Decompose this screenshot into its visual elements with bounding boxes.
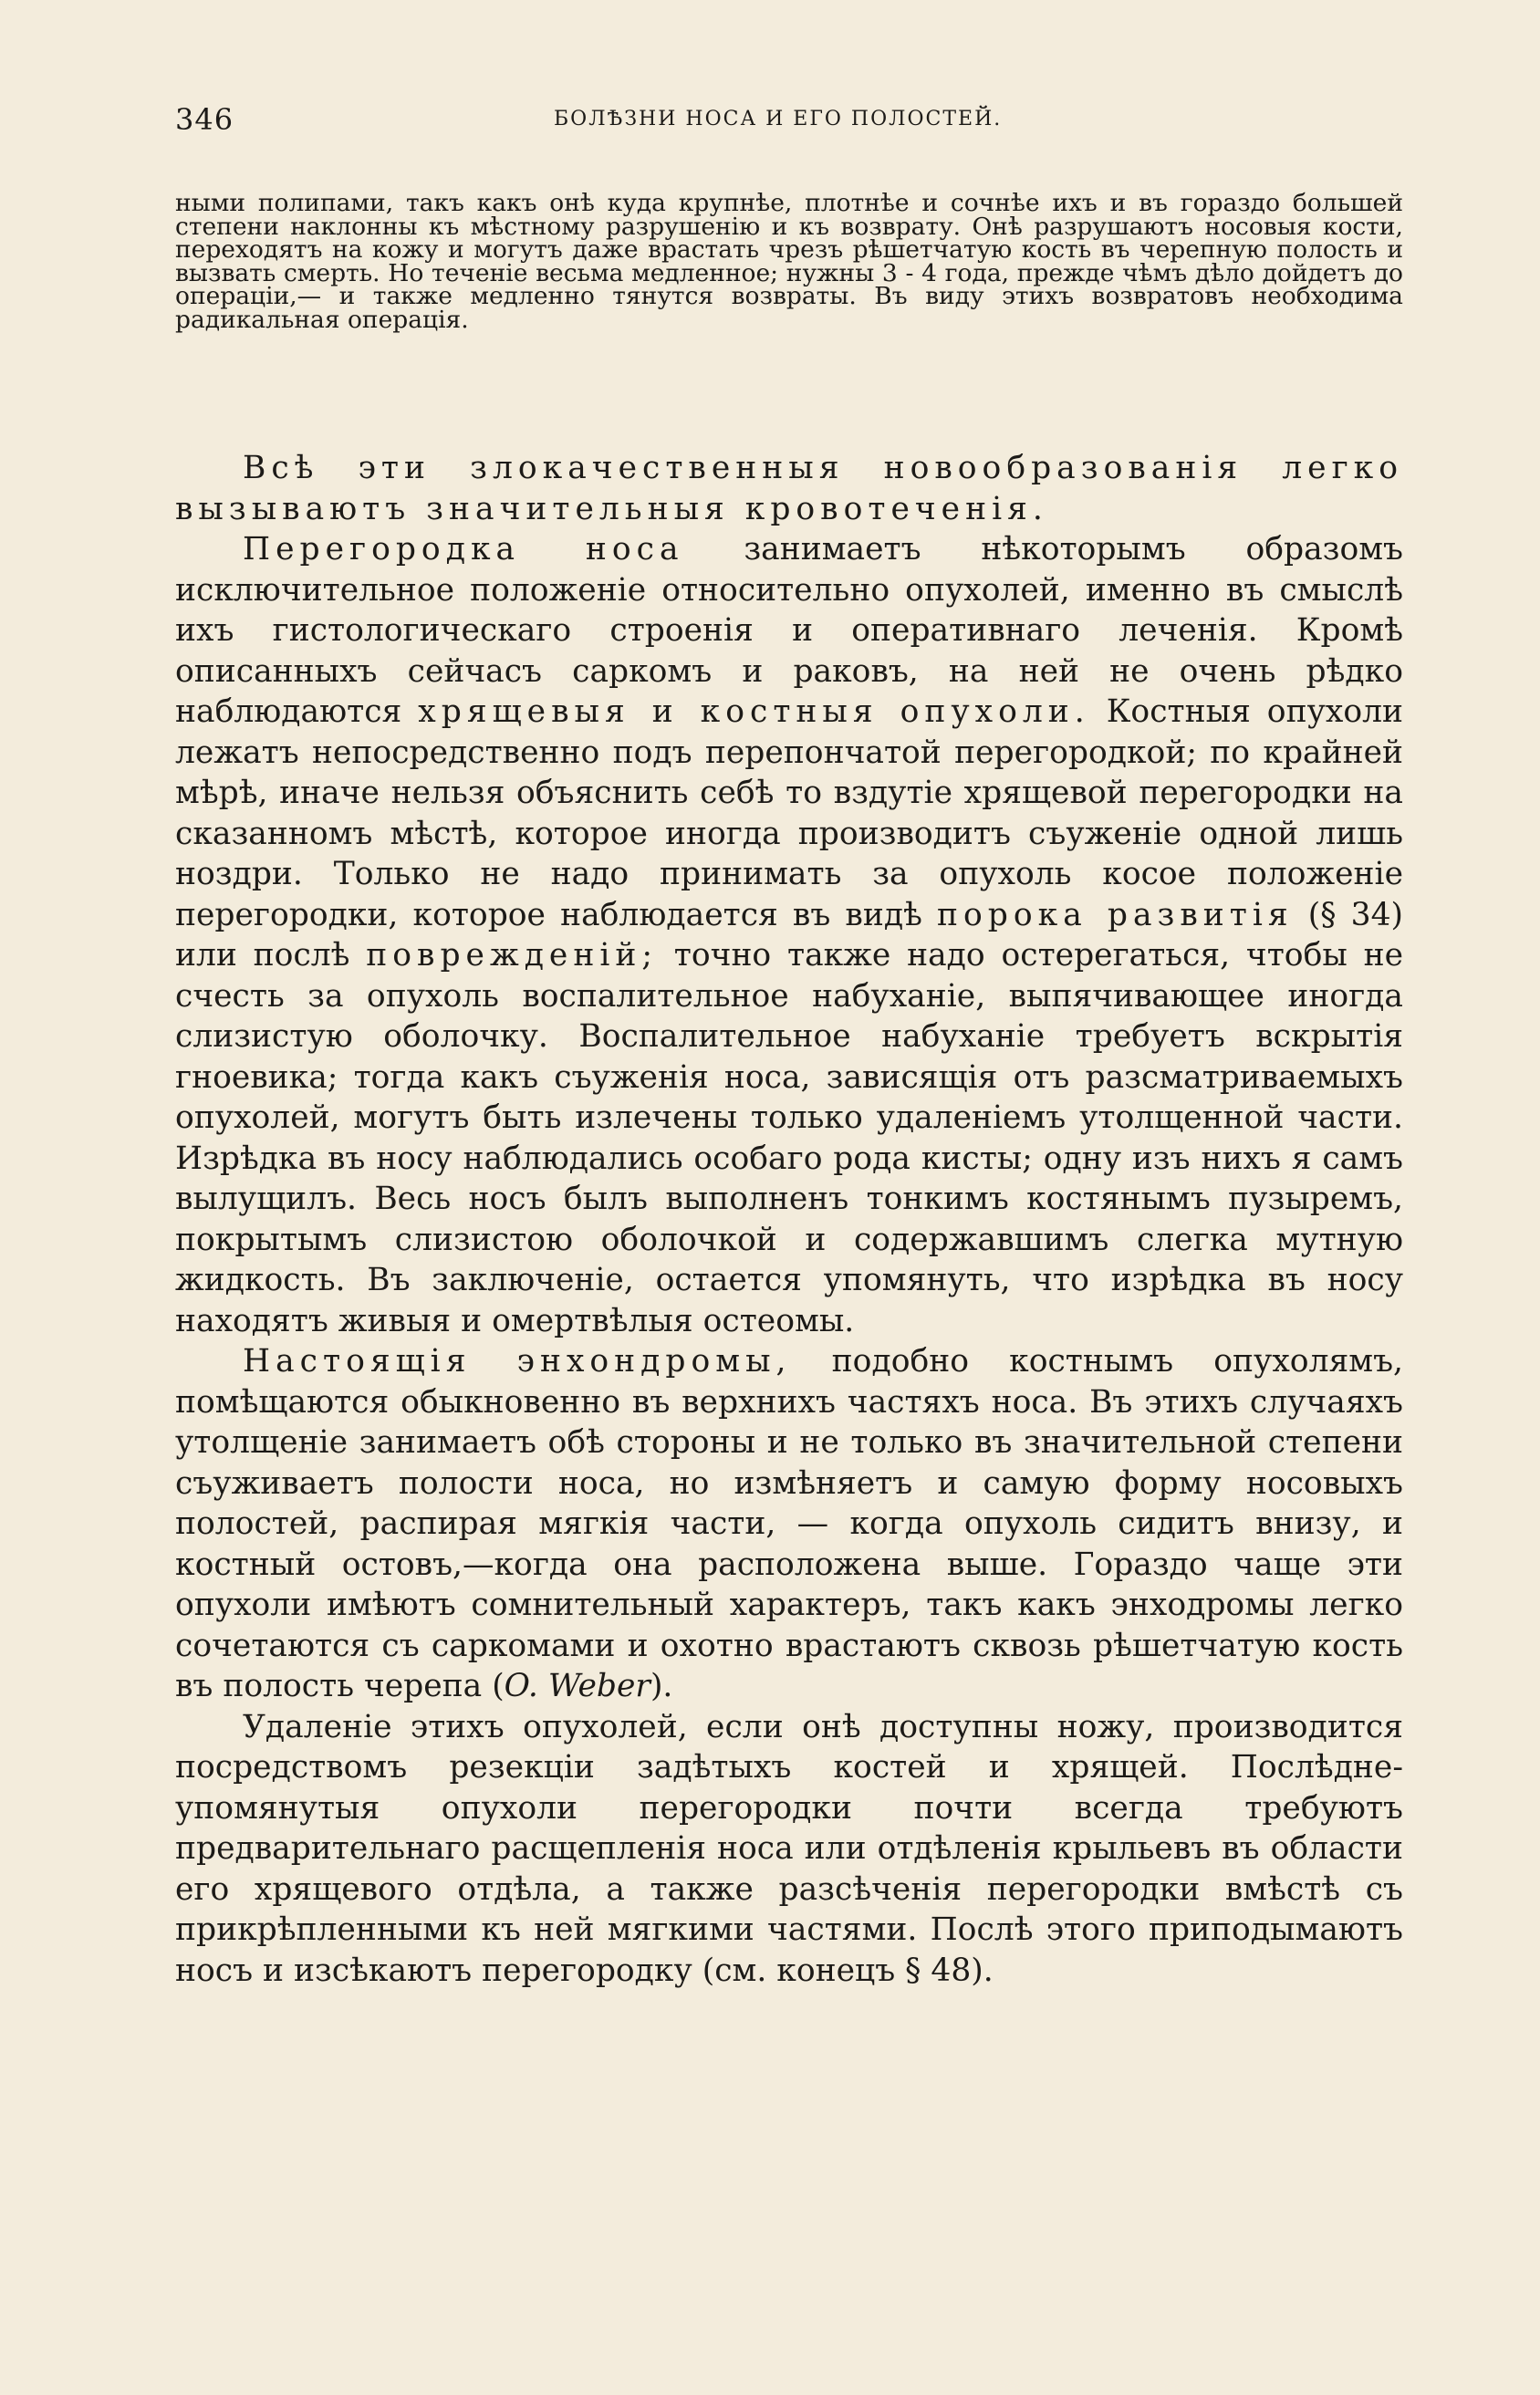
spaced-emphasis: поврежденій; — [366, 937, 658, 974]
main-text — [175, 448, 1403, 1991]
paragraph-text: ). — [650, 1668, 673, 1704]
paragraph-enchondroma — [175, 1341, 1403, 1707]
paragraph-text: подобно костнымъ опухолямъ, помѣщаются обыкновенно въ верхнихъ частяхъ носа. Въ этихъ случаяхъ утолщеніе занимаетъ обѣ стороны и не только въ значительной степени съуживаетъ полости носа, но измѣняетъ и самую форму носовыхъ полостей, распирая мягкія части, — когда опухоль сидитъ внизу, и костный остовъ,—когда она расположена выше. Гораздо чаще эти опухоли имѣютъ сомнительный характеръ, такъ какъ энходромы легко сочетаются съ саркомами и охотно врастаютъ сквозь рѣшетчатую кость въ полость черепа ( — [175, 1343, 1403, 1704]
spaced-emphasis: Перегородка носа — [243, 531, 684, 568]
spaced-emphasis: Всѣ эти злокачественныя новообразованія легко вызываютъ значительныя кровотеченія. — [175, 450, 1403, 527]
paragraph-text: Костныя опухоли лежатъ непосредственно подъ перепончатой перегородкой; по крайней мѣрѣ, иначе нельзя объяснить себѣ то вздутіе хрящевой перегородки на сказанномъ мѣстѣ, которое иногда производитъ съуженіе одной лишь ноздри. Только не надо принимать за опухоль косое положеніе перегородки, которое наблюдается въ видѣ — [175, 693, 1404, 933]
spaced-emphasis: Настоящія энхондромы, — [243, 1343, 792, 1380]
paragraph-text: Удаленіе этихъ опухолей, если онѣ доступны ножу, производится посредствомъ резекціи задѣтыхъ костей и хрящей. Послѣдне-упомянутыя опухоли перегородки почти всегда требуютъ предварительнаго расщепленія носа или отдѣленія крыльевъ въ области его хрящевого отдѣла, а также разсѣченія перегородки вмѣстѣ съ прикрѣпленными къ ней мягкими частями. Послѣ этого приподымаютъ носъ и изсѣкаютъ перегородку (см. конецъ § 48). — [175, 1708, 1403, 1989]
running-title: БОЛѢЗНИ НОСА И ЕГО ПОЛОСТЕЙ. — [554, 108, 1003, 130]
spaced-emphasis: порока развитія — [937, 896, 1294, 933]
author-name: O. Weber — [504, 1668, 650, 1704]
spaced-emphasis: хрящевыя и костныя опухоли. — [418, 693, 1090, 730]
paragraph-text: занимаетъ нѣкоторымъ образомъ исключительное положеніе относительно опухолей, именно въ смыслѣ ихъ гистологическаго строенія и оперативнаго леченія. Кромѣ описанныхъ сейчасъ саркомъ и раковъ, на ней не очень рѣдко наблюдаются — [175, 531, 1404, 730]
paragraph-text: точно также надо остерегаться, чтобы не счесть за опухоль воспалительное набуханіе, выпячивающее иногда слизистую оболочку. Воспалительное набуханіе требуетъ вскрытія гноевика; тогда какъ съуженія носа, зависящія отъ разсматриваемыхъ опухолей, могутъ быть излечены только удаленіемъ утолщенной части. Изрѣдка въ носу наблюдались особаго рода кисты; одну изъ нихъ я самъ вылущилъ. Весь носъ былъ выполненъ тонкимъ костянымъ пузыремъ, покрытымъ слизистою оболочкой и содержавшимъ слегка мутную жидкость. Въ заключеніе, остается упомянуть, что изрѣдка въ носу находятъ живыя и омертвѣлыя остеомы. — [175, 937, 1403, 1339]
page-header — [175, 102, 1403, 148]
paragraph-hemorrhage — [175, 448, 1403, 529]
paragraph-text: (§ 34) или послѣ — [175, 896, 1403, 974]
small-print-paragraph — [175, 189, 1403, 334]
small-print-text: ными полипами, такъ какъ онѣ куда крупнѣе, плотнѣе и сочнѣе ихъ и въ гораздо большей степени наклонны къ мѣстному разрушенію и къ возврату. Онѣ разрушаютъ носовыя кости, переходятъ на кожу и могутъ даже врастать чрезъ рѣшетчатую кость въ черепную полость и вызвать смерть. Но теченіе весьма медленное; нужны 3 - 4 года, прежде чѣмъ дѣло дойдетъ до операціи,— и также медленно тянутся возвраты. Въ виду этихъ возвратовъ необходима радикальная операція. — [175, 189, 1403, 334]
paragraph-removal — [175, 1707, 1403, 1992]
paragraph-septum — [175, 529, 1403, 1341]
page-number: 346 — [175, 102, 234, 137]
